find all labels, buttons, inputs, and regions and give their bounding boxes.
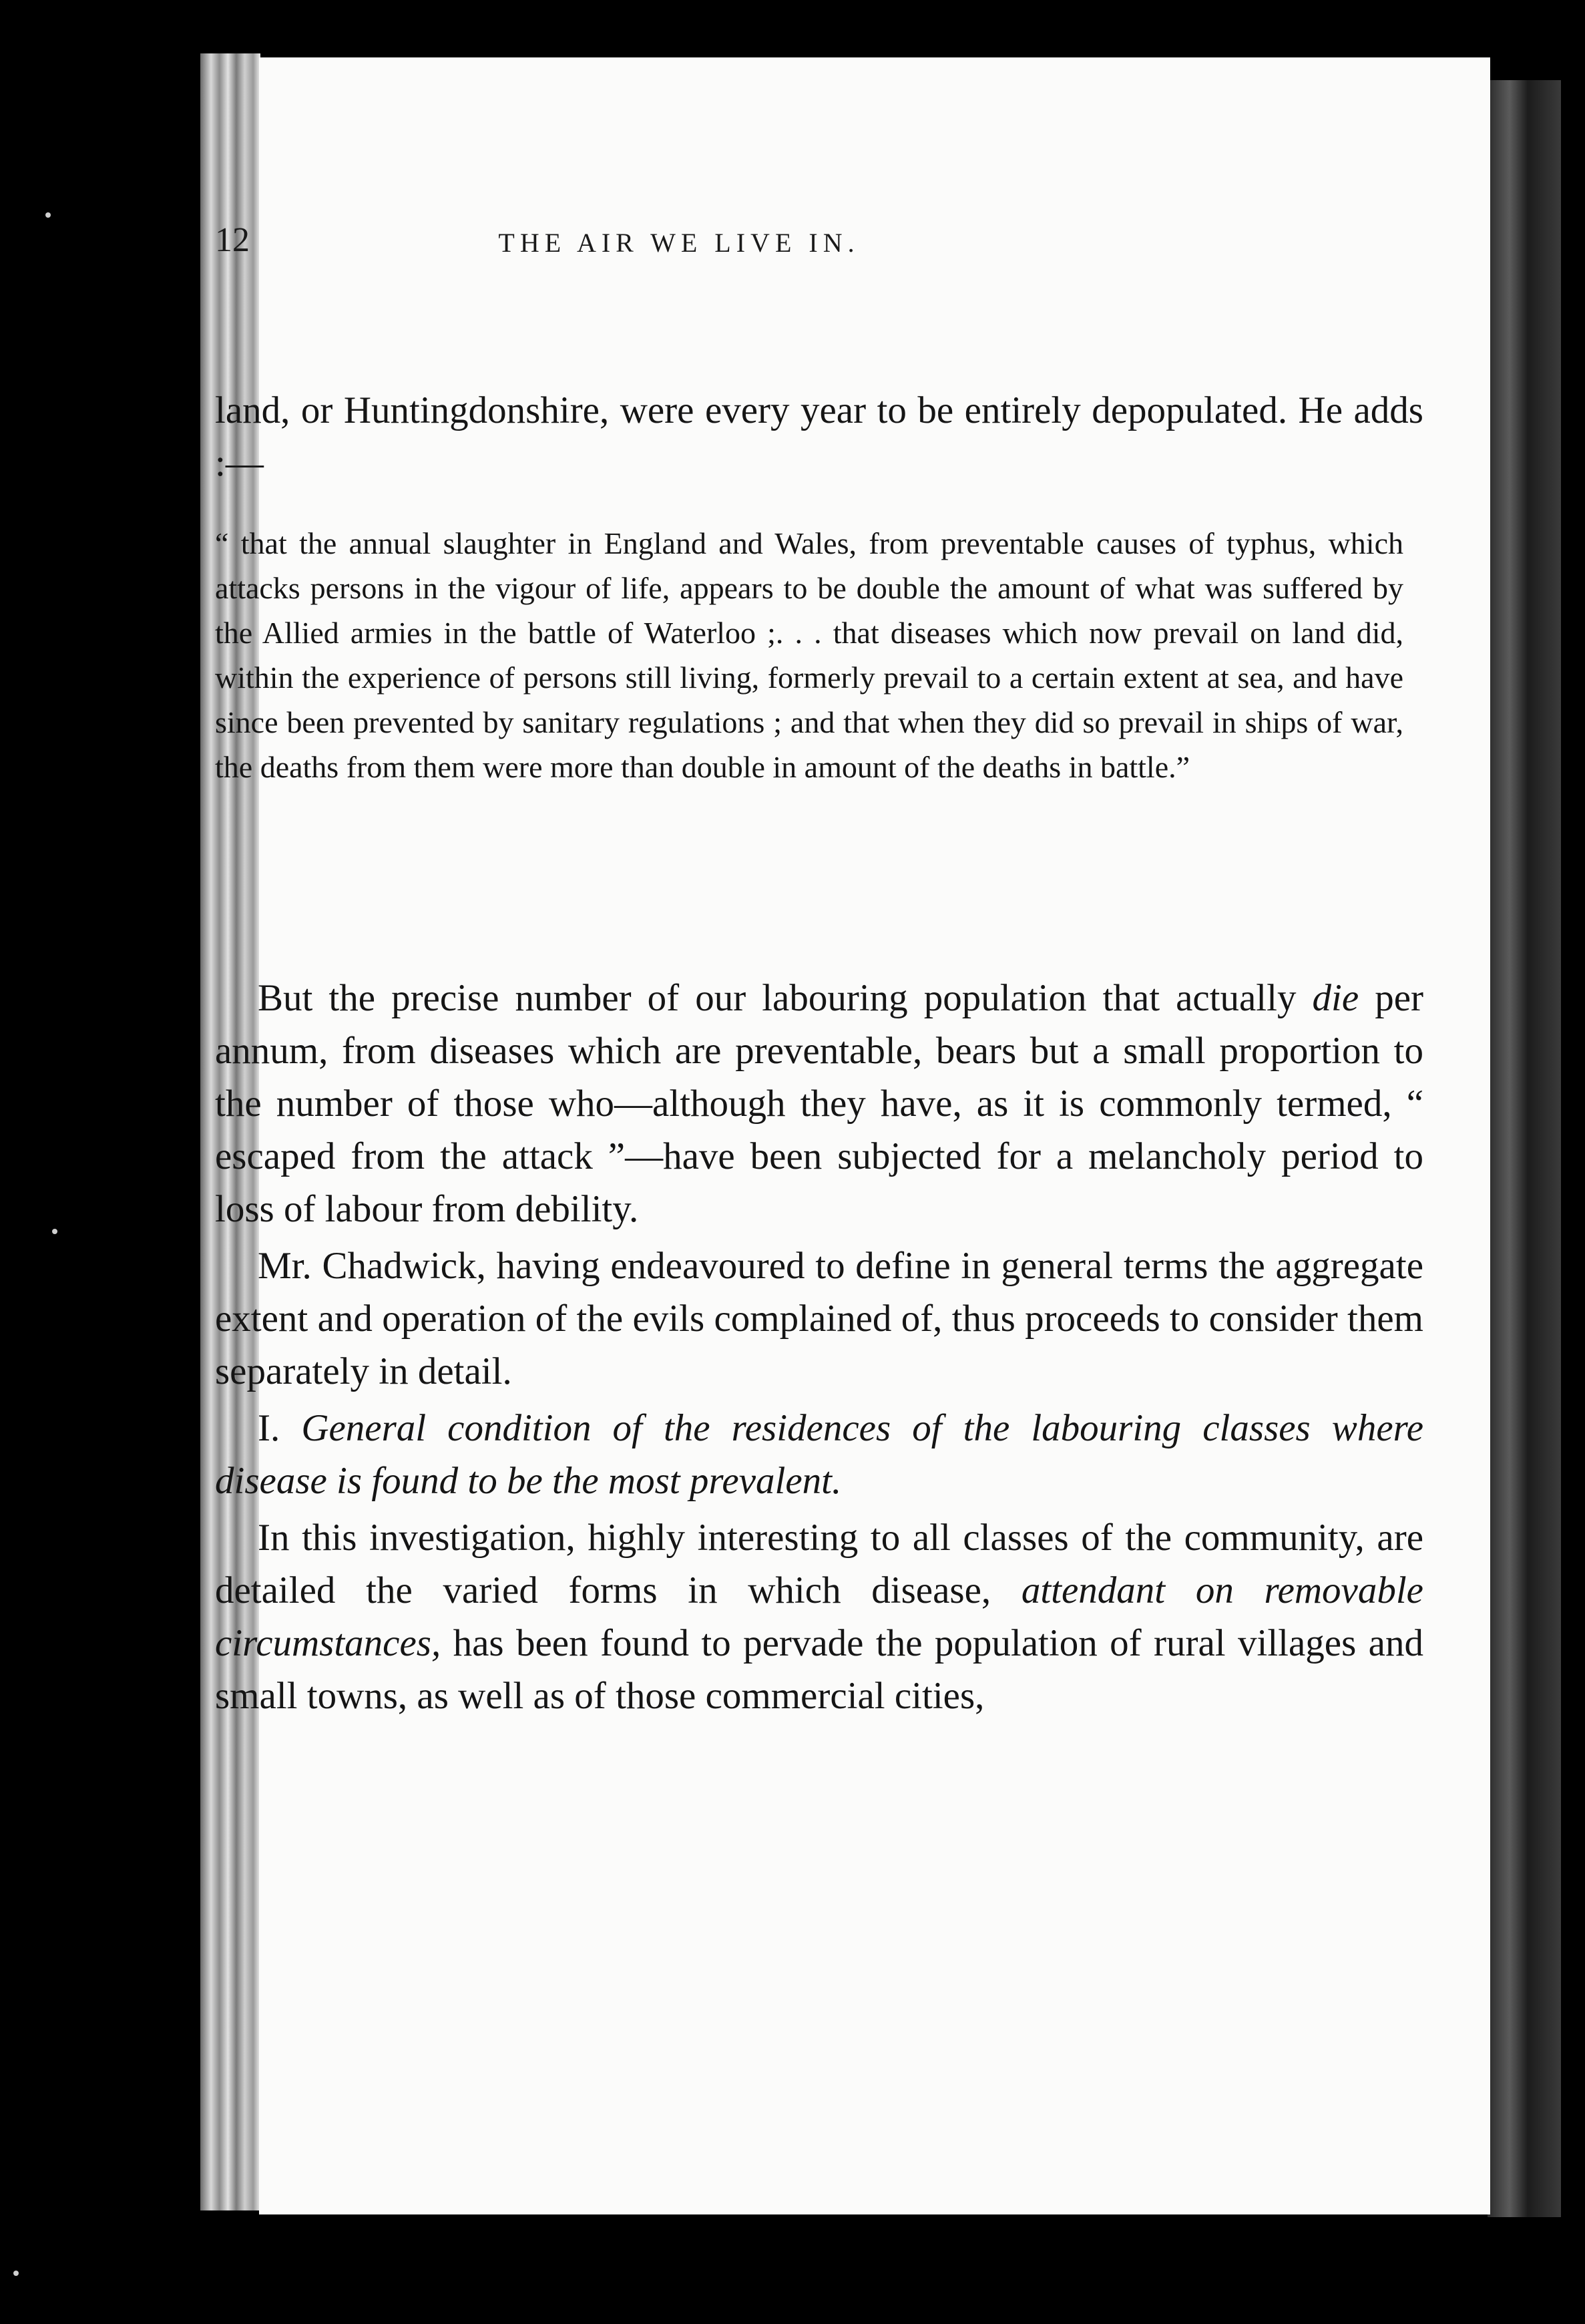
paragraph-text: has been found to pervade the population of rural villages and small towns, as well as of those commercial cities, — [215, 1622, 1423, 1717]
paragraph-text: In this investigation, highly interesting to all classes of the community, are detailed the varied forms in which disease, — [215, 1517, 1423, 1611]
paragraph-investigation — [215, 1511, 1423, 1722]
paragraph-precise-number — [215, 972, 1423, 1235]
opening-paragraph-block — [215, 384, 1423, 490]
page-number: 12 — [215, 221, 250, 259]
paragraph-text: per annum, from diseases which are preventable, bears but a small proportion to the number of those who—although they have, as it is commonly termed, “ escaped from the attack ”—have been subjected for a melancholy period to loss of labour from debility. — [215, 977, 1423, 1230]
main-text-block — [215, 972, 1423, 1722]
emphasis-die: die — [1312, 977, 1359, 1019]
paragraph-continuation: land, or Huntingdonshire, were every year to be entirely depopulated. He adds :— — [215, 389, 1423, 484]
running-head — [215, 220, 1143, 260]
quoted-passage: “ that the annual slaughter in England and Wales, from preventable causes of typhus, which attacks persons in the vigour of life, appears to be double the amount of what was suffered by the Allied armies in the battle of Waterloo ;. . . that diseases which now prevail on land did, within the experience of persons still living, formerly prevail to a certain extent at sea, and have since been prevented by sanitary regulations ; and that when they did so prevail in ships of war, the deaths from them were more than double in amount of the deaths in battle.” — [215, 526, 1403, 784]
section-heading-text: General condition of the residences of the labouring classes where disease is found to be the most prevalent. — [215, 1407, 1423, 1502]
paragraph-chadwick: Mr. Chadwick, having endeavoured to define in general terms the aggregate extent and operation of the evils complained of, thus proceeds to consider them separately in detail. — [215, 1245, 1423, 1392]
paragraph-text: But the precise number of our labouring population that actually — [258, 977, 1313, 1019]
scan-speck — [45, 212, 51, 218]
book-page-edges-right — [1488, 80, 1561, 2217]
scan-speck — [52, 1229, 57, 1234]
scan-speck — [13, 2271, 19, 2276]
running-head-title: THE AIR WE LIVE IN. — [498, 228, 860, 258]
quotation-block — [215, 521, 1423, 789]
emphasis-removable-circumstances: attendant on removable circumstances, — [215, 1569, 1423, 1664]
section-heading-general-condition — [215, 1402, 1423, 1507]
section-number: I. — [258, 1407, 302, 1449]
